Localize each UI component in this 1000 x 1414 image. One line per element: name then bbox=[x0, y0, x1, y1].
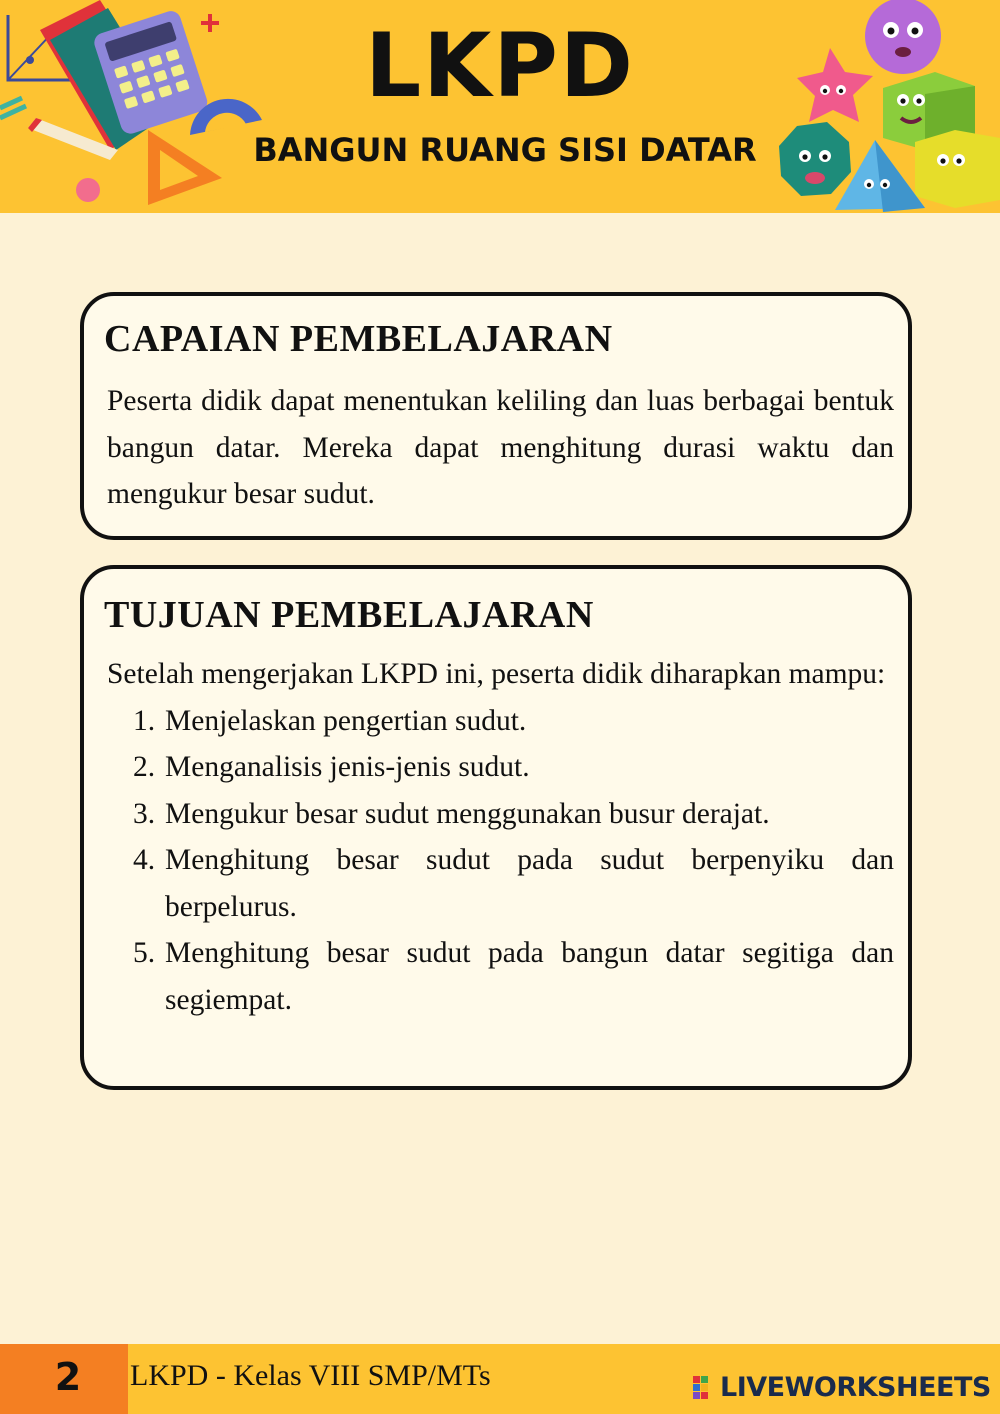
list-item-text: Menghitung besar sudut pada sudut berpenyiku dan berpelurus. bbox=[165, 844, 894, 923]
tujuan-card bbox=[80, 565, 912, 1090]
liveworksheets-brand[interactable] bbox=[693, 1372, 991, 1403]
list-item bbox=[107, 744, 894, 791]
list-item-number: 5. bbox=[133, 937, 156, 969]
list-item-number: 2. bbox=[133, 751, 156, 783]
capaian-body: Peserta didik dapat menentukan keliling dan luas berbagai bentuk bangun datar. Mereka dapat menghitung durasi waktu dan mengukur besar sudut. bbox=[107, 385, 894, 510]
footer-bar bbox=[0, 1344, 1000, 1414]
list-item-number: 1. bbox=[133, 704, 156, 737]
page-title: LKPD bbox=[365, 14, 635, 117]
geometric-shape-characters-icon bbox=[775, 0, 1000, 213]
capaian-body-container bbox=[107, 378, 894, 518]
list-item bbox=[107, 837, 894, 930]
list-item-text: Menghitung besar sudut pada bangun datar segitiga dan segiempat. bbox=[165, 937, 894, 1016]
list-item bbox=[107, 791, 894, 838]
capaian-heading: CAPAIAN PEMBELAJARAN bbox=[104, 318, 613, 360]
list-item bbox=[107, 698, 894, 745]
page-number: 2 bbox=[54, 1355, 82, 1399]
list-item-text: Menjelaskan pengertian sudut. bbox=[165, 704, 527, 737]
list-item-number: 4. bbox=[133, 844, 156, 876]
tujuan-heading: TUJUAN PEMBELAJARAN bbox=[104, 594, 594, 636]
liveworksheets-logo-icon bbox=[693, 1376, 717, 1400]
header-banner bbox=[0, 0, 1000, 213]
objectives-list bbox=[107, 698, 894, 1024]
capaian-card bbox=[80, 292, 912, 540]
list-item-text: Menganalisis jenis-jenis sudut. bbox=[165, 751, 530, 783]
tujuan-intro: Setelah mengerjakan LKPD ini, peserta didik diharapkan mampu: bbox=[107, 658, 886, 690]
brand-text: LIVEWORKSHEETS bbox=[720, 1372, 991, 1403]
list-item-number: 3. bbox=[133, 797, 156, 830]
page-subtitle: BANGUN RUANG SISI DATAR bbox=[253, 131, 757, 169]
list-item-text: Mengukur besar sudut menggunakan busur derajat. bbox=[165, 797, 770, 830]
list-item bbox=[107, 930, 894, 1023]
tujuan-body bbox=[107, 651, 894, 1023]
footer-text: LKPD - Kelas VIII SMP/MTs bbox=[130, 1359, 491, 1392]
